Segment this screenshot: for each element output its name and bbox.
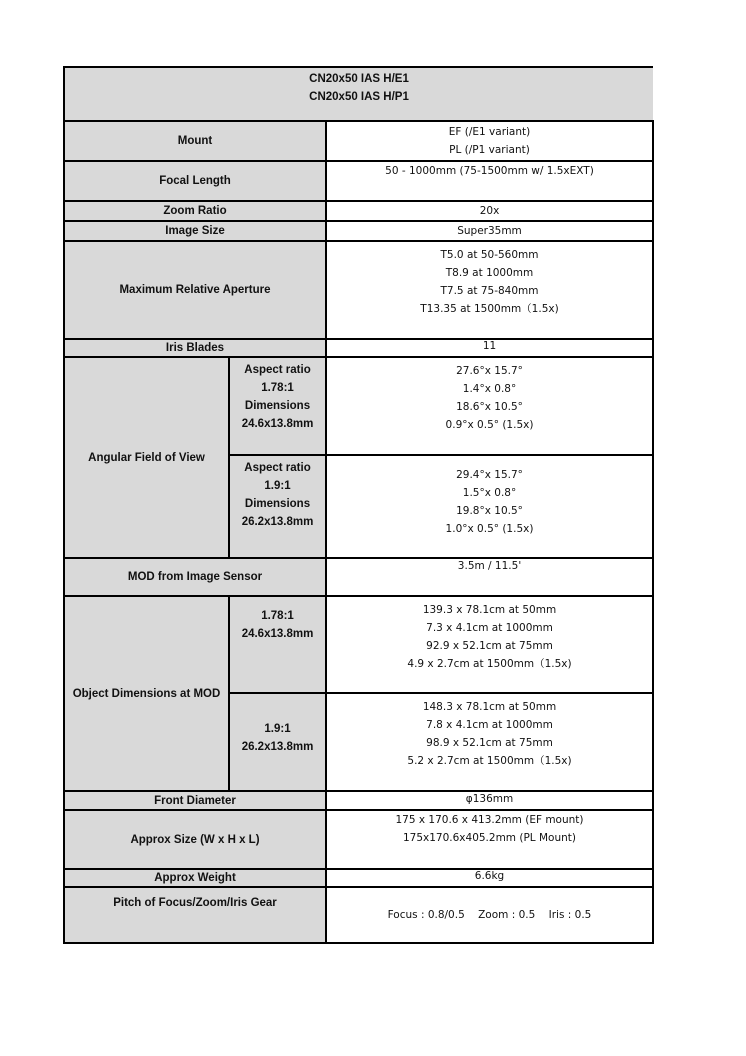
label-afov-19 xyxy=(229,455,326,558)
value-focal-length: 50 - 1000mm (75-1500mm w/ 1.5xEXT) xyxy=(326,161,653,201)
value-afov-178 xyxy=(326,357,653,455)
value-object-dims-178 xyxy=(326,596,653,693)
label-object-dims-178 xyxy=(229,596,326,693)
label-front-diameter: Front Diameter xyxy=(64,791,326,810)
value-line: T7.5 at 75-840mm xyxy=(440,285,539,297)
label-mount: Mount xyxy=(64,121,326,161)
value-max-aperture xyxy=(326,241,653,339)
label-line: 1.78:1 xyxy=(261,382,294,394)
value-approx-weight: 6.6kg xyxy=(326,869,653,887)
label-line: Aspect ratio xyxy=(244,462,311,474)
value-line: T13.35 at 1500mm（1.5x) xyxy=(420,303,559,315)
row-afov-1 xyxy=(64,357,653,455)
value-line: 175x170.6x405.2mm (PL Mount) xyxy=(402,832,576,844)
value-line: 92.9 x 52.1cm at 75mm xyxy=(426,640,553,652)
header-row xyxy=(64,67,653,121)
row-zoom-ratio xyxy=(64,201,653,221)
value-iris-blades: 11 xyxy=(326,339,653,357)
row-image-size xyxy=(64,221,653,241)
label-focal-length: Focal Length xyxy=(64,161,326,201)
value-line: 1.4°x 0.8° xyxy=(462,383,517,395)
value-line: T8.9 at 1000mm xyxy=(445,267,534,279)
label-line: Dimensions xyxy=(244,498,311,510)
value-mod-sensor: 3.5m / 11.5' xyxy=(326,558,653,596)
value-front-diameter: φ136mm xyxy=(326,791,653,810)
value-gear-pitch: Focus : 0.8/0.5 Zoom : 0.5 Iris : 0.5 xyxy=(326,887,653,943)
label-line: 24.6x13.8mm xyxy=(241,418,314,430)
value-line: 4.9 x 2.7cm at 1500mm（1.5x) xyxy=(407,658,572,670)
value-line: 27.6°x 15.7° xyxy=(456,365,523,377)
label-zoom-ratio: Zoom Ratio xyxy=(64,201,326,221)
label-afov-178 xyxy=(229,357,326,455)
row-iris-blades xyxy=(64,339,653,357)
value-zoom-ratio: 20x xyxy=(326,201,653,221)
label-line: 26.2x13.8mm xyxy=(241,741,314,753)
value-line: 148.3 x 78.1cm at 50mm xyxy=(422,701,557,713)
value-line: 98.9 x 52.1cm at 75mm xyxy=(426,737,553,749)
label-line: Dimensions xyxy=(244,400,311,412)
label-line: 26.2x13.8mm xyxy=(241,516,314,528)
model-e1: CN20x50 IAS H/E1 xyxy=(309,73,409,85)
value-line: 1.0°x 0.5° (1.5x) xyxy=(445,523,534,535)
value-line: 175 x 170.6 x 413.2mm (EF mount) xyxy=(395,814,584,826)
label-line: 24.6x13.8mm xyxy=(241,628,314,640)
row-approx-weight xyxy=(64,869,653,887)
label-approx-weight: Approx Weight xyxy=(64,869,326,887)
row-object-dims-1 xyxy=(64,596,653,693)
label-afov: Angular Field of View xyxy=(64,357,229,558)
label-max-aperture: Maximum Relative Aperture xyxy=(64,241,326,339)
row-approx-size xyxy=(64,810,653,869)
row-gear-pitch xyxy=(64,887,653,943)
label-image-size: Image Size xyxy=(64,221,326,241)
spec-table xyxy=(63,66,654,944)
value-image-size: Super35mm xyxy=(326,221,653,241)
value-line: 7.3 x 4.1cm at 1000mm xyxy=(426,622,553,634)
row-front-diameter xyxy=(64,791,653,810)
label-line: 1.9:1 xyxy=(264,480,291,492)
value-line: EF (/E1 variant) xyxy=(448,126,531,138)
label-gear-pitch: Pitch of Focus/Zoom/Iris Gear xyxy=(64,887,326,943)
value-approx-size xyxy=(326,810,653,869)
value-line: 139.3 x 78.1cm at 50mm xyxy=(422,604,557,616)
value-line: 5.2 x 2.7cm at 1500mm（1.5x) xyxy=(407,755,572,767)
label-iris-blades: Iris Blades xyxy=(64,339,326,357)
value-line: 1.5°x 0.8° xyxy=(462,487,517,499)
label-object-dims: Object Dimensions at MOD xyxy=(64,596,229,791)
value-mount xyxy=(326,121,653,161)
row-mod-sensor xyxy=(64,558,653,596)
value-line: 0.9°x 0.5° (1.5x) xyxy=(445,419,534,431)
row-max-aperture xyxy=(64,241,653,339)
label-object-dims-19 xyxy=(229,693,326,791)
value-object-dims-19 xyxy=(326,693,653,791)
value-line: T5.0 at 50-560mm xyxy=(440,249,539,261)
value-line: 7.8 x 4.1cm at 1000mm xyxy=(426,719,553,731)
row-mount xyxy=(64,121,653,161)
value-line: 29.4°x 15.7° xyxy=(456,469,523,481)
label-mod-sensor: MOD from Image Sensor xyxy=(64,558,326,596)
value-afov-19 xyxy=(326,455,653,558)
value-line: 18.6°x 10.5° xyxy=(456,401,523,413)
model-title xyxy=(64,67,653,121)
label-line: 1.9:1 xyxy=(264,723,291,735)
value-line: 19.8°x 10.5° xyxy=(456,505,523,517)
label-line: Aspect ratio xyxy=(244,364,311,376)
model-p1: CN20x50 IAS H/P1 xyxy=(309,91,409,103)
row-focal-length xyxy=(64,161,653,201)
value-line: PL (/P1 variant) xyxy=(449,144,530,156)
label-approx-size: Approx Size (W x H x L) xyxy=(64,810,326,869)
label-line: 1.78:1 xyxy=(261,610,294,622)
